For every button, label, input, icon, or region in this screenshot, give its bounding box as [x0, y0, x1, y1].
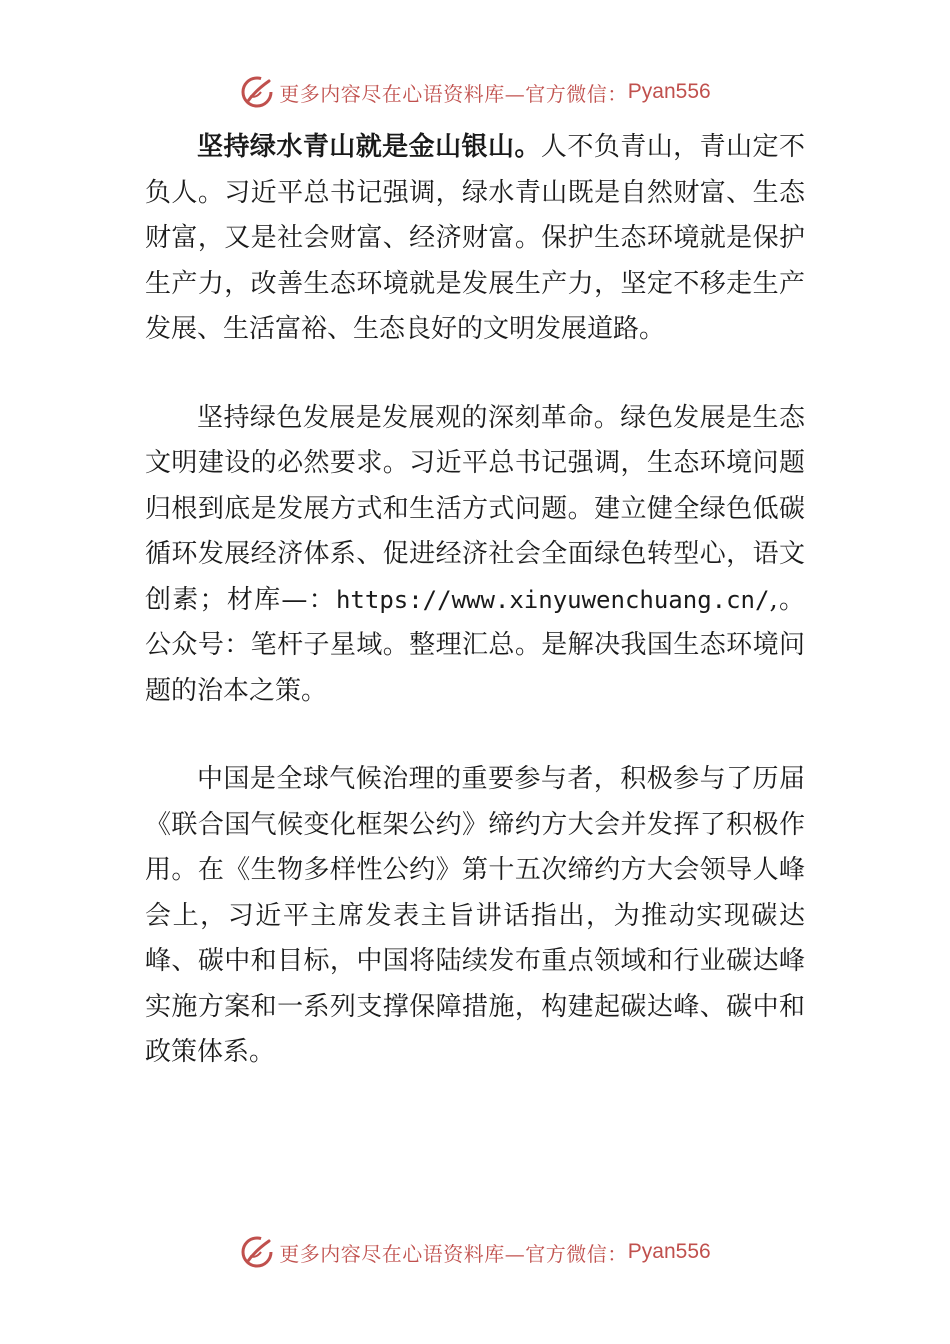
paragraph-1-lead: 坚持绿水青山就是金山银山。 [197, 132, 541, 162]
footer-wechat-id: Pyan556 [627, 1240, 711, 1263]
paragraph-1-text: 人不负青山，青山定不负人。习近平总书记强调，绿水青山既是自然财富、生态财富，又是社会财富、经济财富。保护生态环境就是保护生产力，改善生态环境就是发展生产力，坚定不移走生产发展、生活富裕、生态良好的文明发展道路。 [145, 132, 805, 344]
paragraph-3-text: 中国是全球气候治理的重要参与者，积极参与了历届《联合国气候变化框架公约》缔约方大会并发挥了积极作用。在《生物多样性公约》第十五次缔约方大会领导人峰会上，习近平主席发表主旨讲话指出，为推动实现碳达峰、碳中和目标，中国将陆续发布重点领域和行业碳达峰实施方案和一系列支撑保障措施，构建起碳达峰、碳中和政策体系。 [145, 764, 805, 1067]
document-body [145, 125, 805, 1119]
paragraph-2-text-before: 坚持绿色发展是发展观的深刻革命。绿色发展是生态文明建设的必然要求。习近平总书记强调，生态环境问题归根到底是发展方式和生活方式问题。建立健全绿色低碳循环发展经济体系、促进经济社会全面绿色转型心，语文创素；材库—： [145, 402, 805, 615]
header-banner-text: 更多内容尽在心语资料库—官方微信： [279, 81, 628, 106]
header-wechat-id: Pyan556 [627, 80, 711, 103]
brush-logo-icon [239, 1234, 275, 1270]
paragraph-2 [145, 396, 805, 715]
paragraph-3 [145, 757, 805, 1076]
footer-banner [0, 1230, 950, 1274]
header-banner [0, 70, 950, 114]
footer-banner-text: 更多内容尽在心语资料库—官方微信： [279, 1241, 628, 1266]
paragraph-1 [145, 125, 805, 353]
brush-logo-icon [239, 74, 275, 110]
paragraph-2-text-after: ,。公众号：笔杆子星域。整理汇总。是解决我国生态环境问题的治本之策。 [145, 584, 805, 706]
website-url: https://www.xinyuwenchuang.cn/ [335, 585, 770, 614]
